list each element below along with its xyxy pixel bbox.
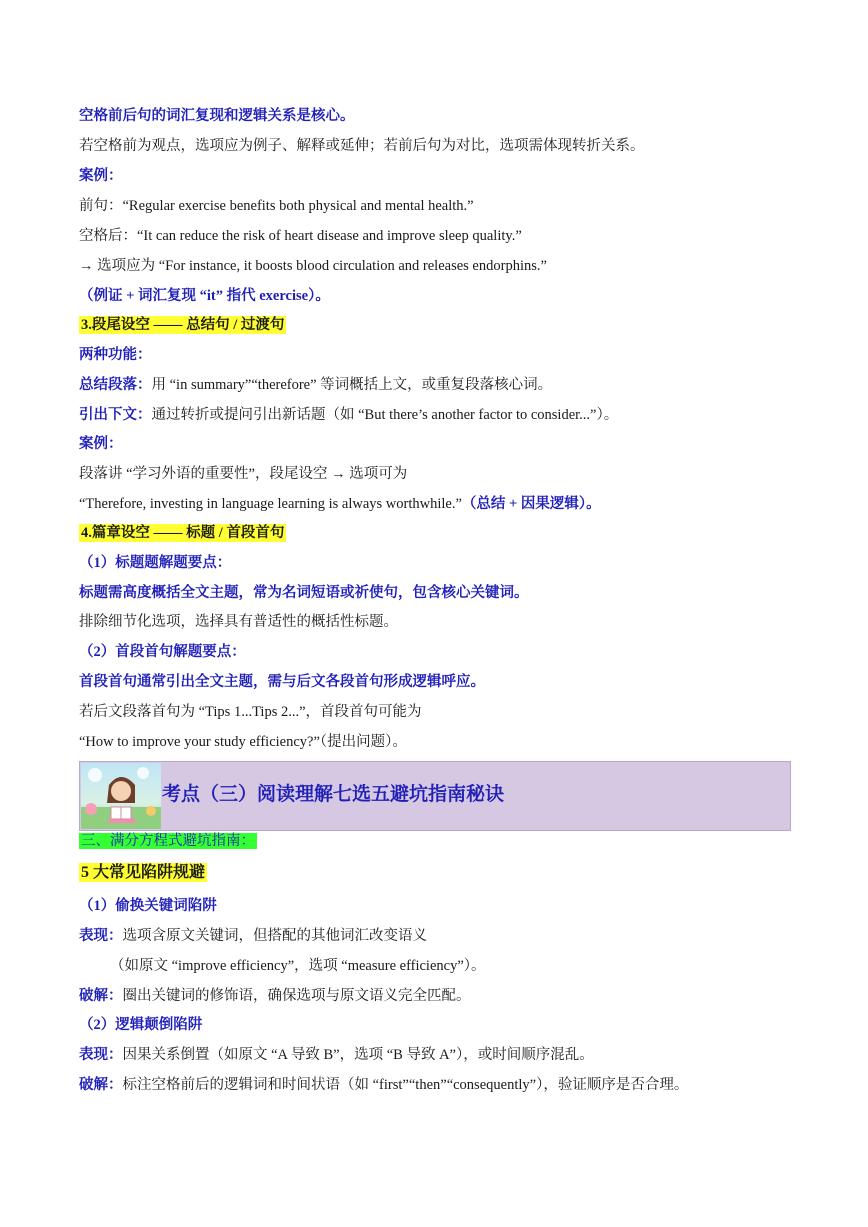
term-label: 破解： [79,1077,123,1093]
section-heading-green [79,832,257,851]
paragraph: 前句：“Regular exercise benefits both physical and mental health.” [79,198,474,214]
subheading: （2）逻辑颠倒陷阱 [79,1017,203,1033]
section-heading-3 [79,315,286,335]
case-label: 案例： [79,436,123,452]
paragraph: 若空格前为观点，选项应为例子、解释或延伸；若前后句为对比，选项需体现转折关系。 [79,138,645,154]
paragraph [79,494,601,514]
term-label: 表现： [79,1047,123,1063]
highlighted-heading: 3.段尾设空 —— 总结句 / 过渡句 [81,317,285,333]
note: （总结 + 因果逻辑）。 [461,496,601,512]
subheading: （1）标题题解题要点： [79,555,232,571]
quote-text: “Therefore, investing in language learning is always worthwhile.” [79,496,462,512]
term-label: 总结段落： [79,377,152,393]
term-text: 选项含原文关键词，但搭配的其他词汇改变语义 [122,928,427,944]
term-text: 通过转折或提问引出新话题（如 “But there’s another factor to consider...”）。 [151,407,619,423]
subheading: （2）首段首句解题要点： [79,644,246,660]
section-heading-5 [79,862,207,884]
highlighted-heading: 三、满分方程式避坑指南： [81,833,255,849]
paragraph [79,375,552,395]
paragraph [79,986,471,1006]
case-label: 案例： [79,168,123,184]
paragraph: （如原文 “improve efficiency”，选项 “measure efficiency”）。 [110,958,486,974]
paragraph: 排除细节化选项，选择具有普适性的概括性标题。 [79,614,398,630]
paragraph: 若后文段落首句为 “Tips 1...Tips 2...”，首段首句可能为 [79,704,422,720]
key-point: 首段首句通常引出全文主题，需与后文各段首句形成逻辑呼应。 [79,674,485,690]
term-text: 标注空格前后的逻辑词和时间状语（如 “first”“then”“consequently”），验证顺序是否合理。 [122,1077,689,1093]
paragraph: → 选项应为 “For instance, it boosts blood circulation and releases endorphins.” [79,258,547,274]
term-text: 用 “in summary”“therefore” 等词概括上文，或重复段落核心词。 [151,377,553,393]
heading-core: 空格前后句的词汇复现和逻辑关系是核心。 [79,108,355,124]
subheading: （1）偷换关键词陷阱 [79,898,217,914]
subheading: 两种功能： [79,347,152,363]
term-text: 因果关系倒置（如原文 “A 导致 B”，选项 “B 导致 A”），或时间顺序混乱。 [122,1047,594,1063]
paragraph [79,926,427,946]
term-label: 引出下文： [79,407,152,423]
paragraph [79,1075,688,1095]
highlighted-heading: 5 大常见陷阱规避 [81,864,206,881]
paragraph: 段落讲 “学习外语的重要性”，段尾设空 → 选项可为 [79,466,408,482]
section-heading-4 [79,523,286,543]
highlighted-heading: 4.篇章设空 —— 标题 / 首段首句 [81,525,285,541]
term-label: 破解： [79,988,123,1004]
section-banner [79,761,791,831]
paragraph: “How to improve your study efficiency?”（提出问题）。 [79,734,407,750]
girl-reading-icon [81,763,161,829]
paragraph: 空格后：“It can reduce the risk of heart disease and improve sleep quality.” [79,228,522,244]
term-label: 表现： [79,928,123,944]
key-point: 标题需高度概括全文主题，常为名词短语或祈使句，包含核心关键词。 [79,585,529,601]
paragraph [79,1045,594,1065]
illustration-svg [81,763,161,829]
note: （例证 + 词汇复现 “it” 指代 exercise）。 [79,288,330,304]
term-text: 圈出关键词的修饰语，确保选项与原文语义完全匹配。 [122,988,471,1004]
paragraph [79,405,618,425]
banner-title: 考点（三）阅读理解七选五避坑指南秘诀 [162,783,505,805]
